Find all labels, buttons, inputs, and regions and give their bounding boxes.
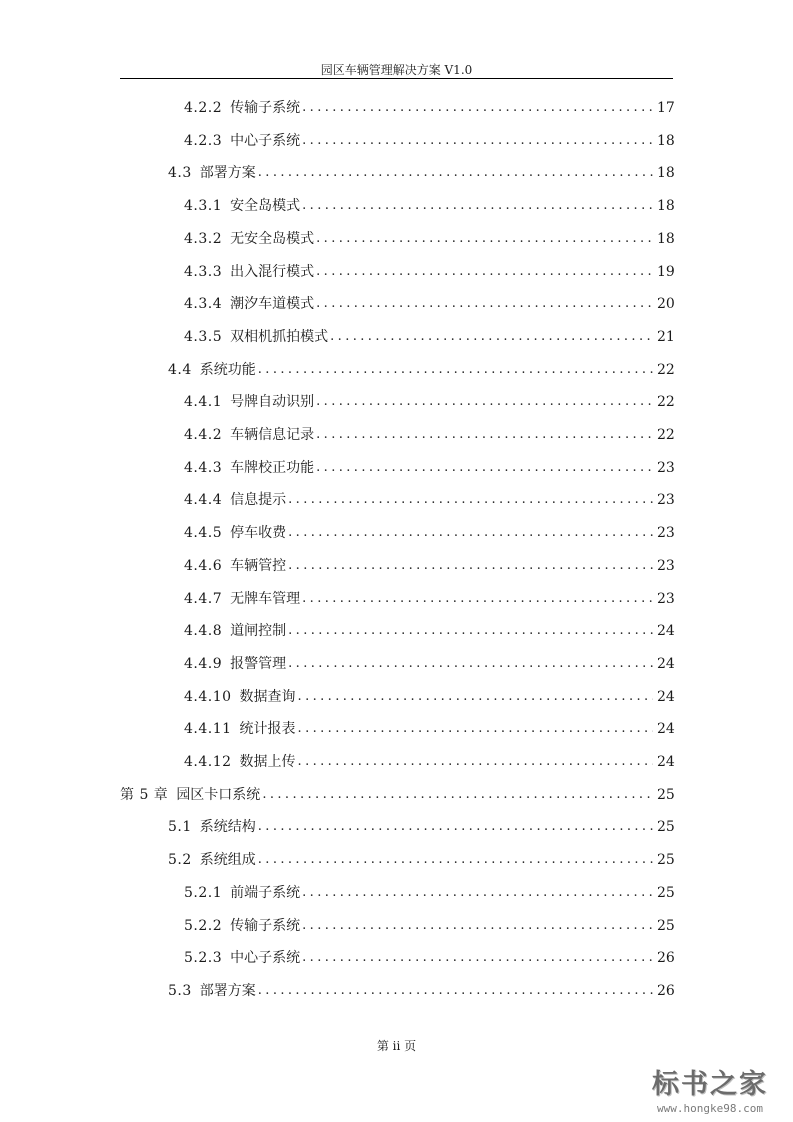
toc-entry[interactable] [120,782,673,808]
toc-entry-number: 4.4.10 [184,688,232,705]
toc-dot-leader [302,193,653,219]
toc-dot-leader [288,487,653,513]
toc-entry-title: 系统组成 [199,852,256,869]
toc-entry[interactable] [184,324,673,350]
toc-dot-leader [316,455,653,481]
toc-entry[interactable] [184,586,673,612]
toc-entry-number: 4.4.7 [184,590,223,607]
toc-dot-leader [258,847,653,873]
toc-entry-number: 4.3.5 [184,328,223,345]
toc-entry-title: 前端子系统 [230,884,301,901]
toc-entry[interactable] [168,357,673,383]
toc-entry[interactable] [184,193,673,219]
toc-entry-page: 26 [657,950,675,967]
toc-entry-number: 第 5 章 [120,786,169,803]
toc-entry-title: 车牌校正功能 [230,459,315,476]
toc-dot-leader [316,422,653,448]
toc-entry-page: 22 [657,361,675,378]
toc-entry[interactable] [184,487,673,513]
toc-entry-page: 23 [657,492,675,509]
toc-dot-leader [298,749,653,775]
toc-entry-title: 统计报表 [239,721,296,738]
toc-entry-page: 21 [657,328,675,345]
toc-entry-page: 18 [657,165,675,182]
toc-entry[interactable] [184,716,673,742]
toc-entry-title: 部署方案 [199,165,256,182]
toc-entry-page: 25 [657,852,675,869]
toc-entry-page: 25 [657,786,675,803]
toc-entry-page: 24 [657,623,675,640]
toc-entry-title: 车辆信息记录 [230,427,315,443]
toc-entry-title: 数据查询 [239,688,296,705]
toc-entry-title: 无牌车管理 [230,590,301,607]
toc-entry-title: 系统功能 [199,361,256,378]
toc-entry[interactable] [184,455,673,481]
toc-entry-page: 24 [657,655,675,672]
toc-entry-number: 4.3.1 [184,198,223,215]
toc-dot-leader [298,716,653,742]
toc-entry[interactable] [184,684,673,710]
toc-entry-number: 4.3.2 [184,230,223,247]
toc-entry-page: 22 [657,427,675,443]
toc-entry-title: 道闸控制 [230,623,287,640]
toc-entry-title: 出入混行模式 [230,263,315,280]
toc-entry[interactable] [184,259,673,285]
toc-dot-leader [316,226,653,252]
toc-entry-title: 数据上传 [239,754,296,770]
toc-dot-leader [302,945,653,971]
toc-entry-title: 报警管理 [230,655,287,672]
toc-dot-leader [302,95,653,121]
toc-entry-number: 4.3.3 [184,263,223,280]
toc-dot-leader [302,913,653,939]
toc-entry-number: 4.2.2 [184,100,223,116]
toc-entry[interactable] [184,291,673,317]
toc-dot-leader [258,160,653,186]
toc-entry-title: 园区卡口系统 [176,786,261,803]
toc-entry[interactable] [184,389,673,415]
document-header-title: 园区车辆管理解决方案 V1.0 [320,63,473,77]
header-divider [120,78,673,79]
toc-entry-number: 5.1 [168,819,192,836]
toc-entry-page: 25 [657,819,675,836]
toc-entry[interactable] [184,128,673,154]
toc-entry-title: 双相机抓拍模式 [230,328,329,345]
toc-entry[interactable] [184,95,673,121]
toc-entry-page: 17 [657,100,675,116]
toc-entry-title: 传输子系统 [230,917,301,934]
watermark-logo: 标书之家 [652,1069,768,1100]
toc-entry-title: 部署方案 [199,982,256,999]
toc-entry-page: 18 [657,230,675,247]
toc-entry[interactable] [168,978,673,1004]
toc-dot-leader [302,880,653,906]
toc-dot-leader [258,978,653,1004]
toc-dot-leader [258,814,653,840]
toc-entry-number: 4.4.8 [184,623,223,640]
toc-dot-leader [302,128,653,154]
watermark-url: www.hongke98.com [657,1102,763,1115]
toc-dot-leader [288,618,653,644]
toc-entry[interactable] [168,160,673,186]
toc-entry-page: 18 [657,132,675,149]
toc-entry-page: 25 [657,917,675,934]
toc-entry-title: 中心子系统 [230,950,301,967]
toc-entry-number: 4.3.4 [184,296,223,313]
toc-entry-title: 潮汐车道模式 [230,296,315,313]
toc-entry-page: 20 [657,296,675,313]
toc-entry[interactable] [184,553,673,579]
toc-entry-number: 4.4.11 [184,721,232,738]
toc-entry-page: 23 [657,590,675,607]
toc-entry-title: 信息提示 [230,492,287,509]
toc-dot-leader [288,520,653,546]
toc-entry-number: 4.2.3 [184,132,223,149]
toc-entry-page: 22 [657,394,675,411]
toc-dot-leader [302,586,653,612]
toc-entry[interactable] [184,913,673,939]
toc-entry[interactable] [184,618,673,644]
toc-entry-title: 停车收费 [230,525,287,542]
toc-entry[interactable] [184,422,673,448]
toc-entry-number: 4.4.2 [184,427,223,443]
toc-dot-leader [288,651,653,677]
toc-entry-number: 5.2 [168,852,192,869]
toc-entry-page: 25 [657,884,675,901]
toc-entry-number: 4.4.12 [184,754,232,770]
toc-entry-page: 26 [657,982,675,999]
toc-entry[interactable] [184,226,673,252]
toc-entry[interactable] [184,945,673,971]
toc-dot-leader [298,684,653,710]
toc-entry-title: 号牌自动识别 [230,394,315,411]
toc-entry-number: 4.4.6 [184,557,223,574]
toc-entry-page: 23 [657,525,675,542]
toc-entry-page: 24 [657,754,675,770]
page-number: 第 ii 页 [376,1039,417,1053]
toc-entry-number: 5.2.2 [184,917,223,934]
toc-entry[interactable] [168,847,673,873]
toc-entry[interactable] [184,880,673,906]
toc-entry-title: 传输子系统 [230,100,301,116]
toc-entry-page: 24 [657,688,675,705]
toc-entry-number: 4.4.3 [184,459,223,476]
toc-dot-leader [316,389,653,415]
toc-dot-leader [288,553,653,579]
toc-entry-number: 5.2.1 [184,884,223,901]
toc-entry-number: 4.4.5 [184,525,223,542]
toc-dot-leader [316,259,653,285]
toc-dot-leader [316,291,653,317]
toc-entry-number: 4.4 [168,361,192,378]
toc-entry-number: 4.4.4 [184,492,223,509]
toc-entry-number: 5.3 [168,982,192,999]
toc-entry-title: 系统结构 [199,819,256,836]
toc-entry-page: 18 [657,198,675,215]
toc-entry-number: 4.4.9 [184,655,223,672]
toc-entry-page: 19 [657,263,675,280]
watermark [635,1068,785,1116]
toc-entry-number: 4.3 [168,165,192,182]
toc-entry[interactable] [184,651,673,677]
toc-entry[interactable] [184,520,673,546]
toc-entry-page: 24 [657,721,675,738]
toc-dot-leader [258,357,653,383]
toc-dot-leader [330,324,653,350]
toc-entry-title: 安全岛模式 [230,198,301,215]
toc-entry-page: 23 [657,557,675,574]
toc-entry-title: 车辆管控 [230,557,287,574]
toc-entry-title: 中心子系统 [230,132,301,149]
toc-entry-number: 4.4.1 [184,394,223,411]
toc-entry-title: 无安全岛模式 [230,230,315,247]
toc-entry-page: 23 [657,459,675,476]
toc-dot-leader [262,782,653,808]
toc-entry[interactable] [168,814,673,840]
toc-entry-number: 5.2.3 [184,950,223,967]
toc-entry[interactable] [184,749,673,775]
